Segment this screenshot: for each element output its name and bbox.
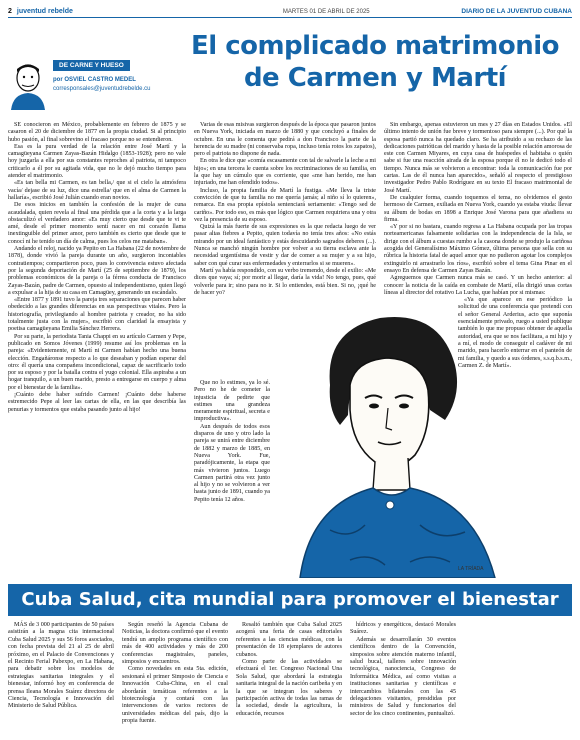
photo-credit: LA TRÍADA	[458, 566, 484, 572]
page-number: 2	[8, 8, 12, 15]
paragraph: «Y por si no bastara, cuando regresa a La Habana ocupada por las tropas norteamericanas falsamente solidarias con la independencia de la Isla, se dirige con el álbum a cuestas rumbo a la casona donde se produjo la cariñosa acogida del Generalísimo Máximo Gómez, última persona que sella con su rúbrica la historia fatal de aquel amor que no pudieron agotar los complejos extinguirlo ni arrastrarlo los ríos», escribió sobre el tema Gina Pinar en el ensayo En defensa de Carmen Zayas Bazán.	[384, 224, 572, 274]
column-tag: DE CARNE Y HUESO	[53, 60, 130, 71]
article-2-column-2	[122, 622, 228, 726]
masthead	[8, 6, 572, 18]
paragraph: Andando el reloj, nacido ya Pepito en La Habana (22 de noviembre de 1878), donde vivió la pareja durante un año, surgieron incontables contratiempos; compartieron poco, pues lo convivencia estuvo afectada por la segunda deportación de Martí (25 de septiembre de 1879), los problemas económicos de la pareja o la férrea conducta de Francisco Zayas-Bazán, padre de Carmen, opuesto al independentismo, quien llegó a expulsar a la hija de su casa en Camagüey, generando un escándalo.	[8, 246, 186, 296]
paragraph: Esa es la pura verdad de la relación entre José Martí y la camagüeyana Carmen Zayas-Bazán Hidalgo (1853-1928); pero no vale hoy juzgarla a ella por sus constantes reproches al patriota, ni tampoco criticarlo a él por su agitada vida, que no le dejó mucho tiempo para atender el matrimonio.	[8, 143, 186, 180]
article-2-body	[8, 622, 572, 734]
issue-date: MARTES 01 DE ABRIL DE 2025	[282, 8, 370, 15]
article-column-1	[8, 122, 186, 414]
author-box	[8, 58, 188, 120]
paragraph: Agreguemos que Carmen nunca más se casó. Y un hecho anterior: al conocer la noticia de la caída en combate de Martí, ella dirigió unas cortas líneas al director del rotativo La Lucha, que habían por si mismas:	[384, 275, 572, 296]
article-2-column-4	[350, 622, 456, 718]
paragraph: «Ya que aparece en ese periódico la solicitud de una conferencia que pretendí con el señor General Arderius, acto que suponía esencialmente privado, ruego a usted publique también lo que me propuso obtener de aquella autoridad, era que se nos facilitara, a mi hijo y a mí, el modo de conseguir el cadáver de mi marido, para hacerlo enterrar en el panteón de mi familia, y quedo a sus órdenes, s.s.q.b.s.m., Carmen Z. de Martí».	[458, 297, 572, 369]
paragraph: SE conocieron en México, probablemente en febrero de 1875 y se casaron el 20 de diciembre de 1877 en la propia ciudad. Si al principio hubo pasión, al final sobrevino el fracaso porque no se entendieron.	[8, 122, 186, 143]
paragraph: Resaltó también que Cuba Salud 2025 acogerá una feria de casas editoriales referentes a las ciencias médicas, con la presentación de 18 ejemplares de autores cubanos.	[236, 622, 342, 658]
paragraph: De esos inicios en también la confesión de la mujer de cuna acaudalada, quien revela al final una pérdida que a la corta y a la larga obstaculizó el verdadero amor: «Es muy cierto que desde que te vi te amé, desde el primer momento sentí nacer en mi corazón llama inextinguible del primer amor, pero también es cierto que desde que te conocí ni he tenido un día de calma, pues los celos me mataban».	[8, 202, 186, 245]
author-name: por OSVIEL CASTRO MEDEL	[53, 77, 136, 83]
paragraph: hídricos y energéticos, destacó Morales Suárez.	[350, 622, 456, 636]
paragraph: Incluso, la propia familia de Martí la fustiga. «Me lleva la triste convicción de que tu familia no me quería jamás; al niño sí lo quieren», remarca. En esa propia epístola sentenciará seriamente: «Tengo sed de cariño». Por todo eso, es más que lógico que Carmen requiriera una y otra vez la presencia de su esposo.	[194, 187, 376, 223]
paragraph: «Es tan bella mi Carmen, es tan bella,/ que si el cielo la atmósfera vacía/ dejase de su luz, dice una estrella/ que en el alma de Carmen la hallaría», escribió José Julián cuando eran novios.	[8, 180, 186, 201]
article-title-line-1: El complicado matrimonio	[190, 31, 560, 61]
paragraph: Aun después de todos esos disparos de uno y otro lado la pareja se unirá entre diciembre de 1882 y marzo de 1885, en Nueva York. Fue, paradójicamente, la etapa que más vivieron juntos. Luego Carmen partirá otra vez junto al hijo y no se volvieron a ver hasta junio de 1891, cuando ya Pepito tenía 12 años.	[194, 423, 270, 503]
paragraph: Por su parte, la periodista Tania Chappi en su artículo Carmen y Pepe, publicado en Somos Jóvenes (1999) resume así los problemas en la pareja: «Evidentemente, ni Martí ni Carmen habían hecho una buena elección. Engañáronse respecto a lo que deseaban y podían esperar del otro: él quería una compañera incondicional, capaz de sacrificarlo todo por su esposo y por la batalla contra el yugo colonial. Ella aspiraba a un hogar tranquilo, a un buen marido, presto a entregarse en cuerpo y alma por el bienestar de la familia».	[8, 333, 186, 391]
paragraph: En otra le dice que «comía escasamente con tal de salvarle la leche a mi hijo»; en una tercera le cuenta sobre los recriminaciones de su familia, en la que hay un cúmulo que es corriente, que «me han herido, me han injuriado, me han ofendido todos».	[194, 158, 376, 187]
paragraph: Que no lo estimes, ya lo sé. Pero no he de cometer la injusticia de pedirte que estimes una grandeza meramente espiritual, secreta e improductiva».	[194, 380, 270, 423]
portrait-illustration	[270, 290, 520, 578]
author-avatar	[8, 60, 48, 110]
paragraph: Martí ya había respondido, con su verbo tremendo, desde el exilio: «Me dices que vaya; sí; por morir al llegar, daría la vida! No tengo, pues, qué volverle para ir; sino para no ir. Si lo entiendes, está bien. Si no, ¡qué he de hacer yo?	[194, 267, 376, 296]
article-title	[190, 30, 560, 94]
paragraph: «Entre 1877 y 1891 tuvo la pareja tres separaciones que parecen haber obedecido a las grandes diferencias en sus perspectivas vitales. Pero la historiografía, privilegiando al hombre patriota y creador, no ha sido totalmente justa con la mujer», escribió con claridad la ensayista y poetisa camagüeyana Emilia Sánchez Herrera.	[8, 297, 186, 333]
article-column-2	[194, 122, 376, 503]
byline	[53, 76, 150, 94]
article-2-title: Cuba Salud, cita mundial para promover el bienestar	[21, 589, 559, 610]
paragraph: ¡Cuánto debe haber sufrido Carmen! ¡Cuánto debe haberse estremecido Pepe al leer las cartas de ella, en las que describía las penurias y tormentos que estaba pasando junto al hijo!	[8, 391, 186, 413]
author-email: corresponsales@juventudrebelde.cu	[53, 86, 151, 92]
paragraph: Además se desarrollarán 30 eventos científicos dentro de la Convención, simposios sobre atención materno infantil, salud bucal, talleres sobre innovación tecnológica, nanociencia, Congreso de Informática Médica, así como visitas a instituciones sanitarias y científicas e intercambios bilaterales con las 45 delegaciones visitantes, presididas por ministros de Salud y funcionarios del sector de los cinco continentes, puntualizó.	[350, 636, 456, 717]
paragraph: Sin embargo, apenas estuvieron un mes y 27 días en Estados Unidos. «El último intento de unión fue breve y tormentoso para siempre (...). Por qué la esposa partió nunca ha quedado claro. Se ha atribuido a su rechazo de las dedicaciones patrióticas del marido y hasta de la posible relación amorosa de este con Carmen Miyares, en cuya casa de huéspedes el habitaba o quién sabe si fue una reacción airada de la esposa porque él no le dedicó todo el tiempo. Nunca más se volvieron a encontrar: toda la comunicación fue por cartas. Las de él nunca han aparecido», señaló al respecto el prestigioso investigador Pedro Pablo Rodríguez en su texto El fracaso matrimonial de José Martí.	[384, 122, 572, 194]
article-2-column-1	[8, 622, 114, 711]
paragraph: MÁS de 3 000 participantes de 50 países asistirán a la magna cita internacional Cuba Salud 2025 y sus 56 foros asociados, con fecha prevista del 21 al 25 de abril próximo, en el Palacio de Convenciones y el Recinto Ferial Pabexpo, en La Habana, para debatir sobre los modelos de estrategias sanitarias integrales y el bienestar, informó hoy en conferencia de prensa Ileana Morales Suárez directora de Ciencia, Tecnología e Innovación del Ministerio de Salud Pública.	[8, 622, 114, 710]
paragraph: De cualquier forma, cuando toquemos el tema, no olvidemos el gesto hermoso de Carmen, exiliada en Nueva York, cuando ya estaba viuda: llevar su álbum de bodas en 1898 a Enrique José Varona para que añadiera su firma.	[384, 194, 572, 223]
article-title-line-2: de Carmen y Martí	[243, 63, 507, 93]
paragraph: Como novedades en esta 5ta. edición, sesionará el primer Simposio de Ciencia e Innovación Cuba-China, en el cual abordarán temáticas referentes a la biotecnología y contará con las intervenciones de varios rectores de universidades médicas del país, dijo la propia fuente.	[122, 666, 228, 725]
article-column-2-lower	[194, 380, 270, 504]
paragraph: Varias de esas misivas surgieron después de la época que pasaron juntos en Nueva York, iniciada en marzo de 1880 y que concluyó a finales de octubre. En una le comenta que pedirá a don Francisco la parte de la herencia de su madre (ni conservaba ropa, incluso tenía rotos los zapatos), pero el patriota no dispone de nada.	[194, 122, 376, 158]
article-2-column-3	[236, 622, 342, 718]
brand-name: juventud rebelde	[16, 8, 73, 15]
paper-name: DIARIO DE LA JUVENTUD CUBANA	[461, 8, 572, 15]
paragraph: Quizá la más fuerte de sus expresiones es la que redacta luego de ver pasar altas fiebres a Pepito, quien todavía no tenía tres años: «No estás mirando por un ideal fantástico y estás descuidando sagrados deberes (...). Nunca se manchó ningún hombre por volver a su tierra esclava ante la necesidad urgentísima de vestir y dar de comer a su mujer y a su hijo, saber con qué curar sus enfermedades y enterrarlos si se mueren».	[194, 224, 376, 267]
paragraph: Como parte de las actividades se efectuará el 1er. Congreso Nacional Una Sola Salud, que abordará la estrategia sanitaria integral de la nación caribeña y en la que se integran los saberes y participación activa de todas las ramas de la sociedad, desde la agricultura, la educación, recursos	[236, 659, 342, 717]
paragraph: Según reseñó la Agencia Cubana de Noticias, la doctora confirmó que el evento tendrá un amplio programa científico con más de 400 actividades y más de 200 conferencias magistrales, paneles, simposios y encuentros.	[122, 622, 228, 666]
